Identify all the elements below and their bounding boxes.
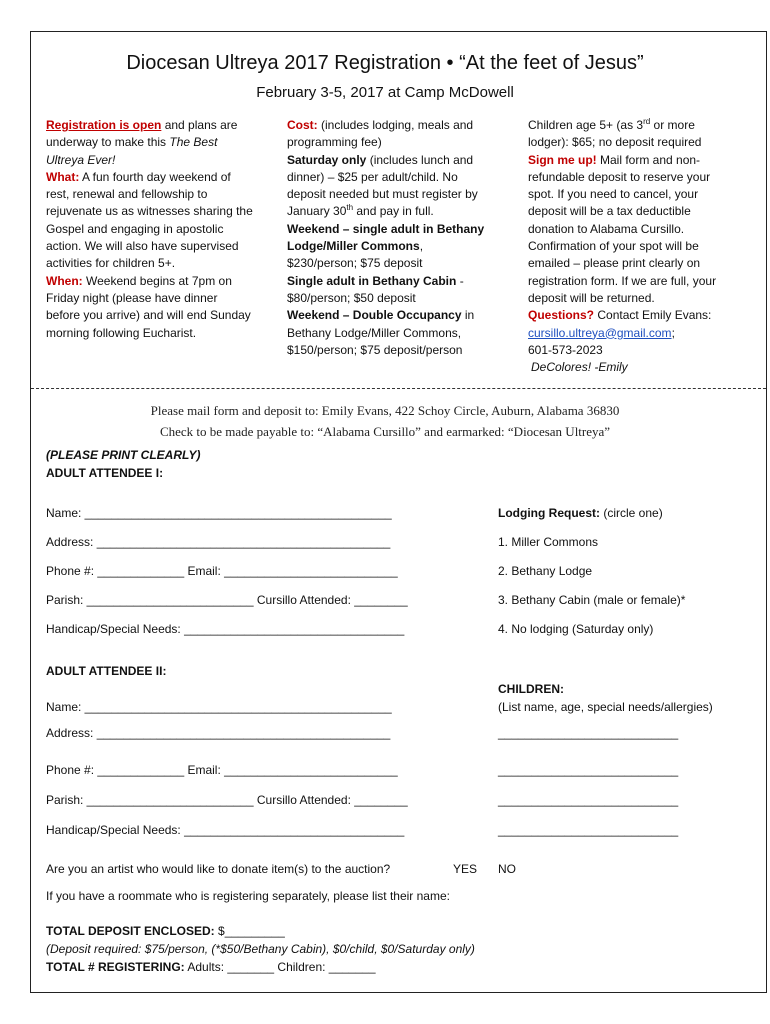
single-cabin-label: Single adult in Bethany Cabin (287, 273, 457, 288)
adult-2-phone-email-field[interactable]: Phone #: _____________ Email: __________________________ (46, 763, 398, 777)
child-entry-2[interactable]: ___________________________ (498, 763, 679, 777)
children-text: Children age 5+ (as 3 (528, 118, 644, 132)
saturday-sup: th (346, 203, 354, 213)
contact-phone: 601-573-2023 (528, 342, 603, 357)
best-ultreya-text: The Best Ultreya Ever! (46, 135, 218, 167)
adult-1-name-field[interactable]: Name: ______________________________________________ (46, 506, 392, 520)
artist-yes-option[interactable]: YES (453, 862, 478, 876)
saturday-only-label: Saturday only (287, 152, 367, 167)
total-registering-field[interactable] (46, 960, 376, 974)
child-entry-3[interactable]: ___________________________ (498, 793, 679, 807)
adult-2-parish-field[interactable]: Parish: _________________________ Cursillo Attended: ________ (46, 793, 408, 807)
adult-1-handicap-field[interactable]: Handicap/Special Needs: _________________________________ (46, 622, 405, 636)
saturday-text: (includes lunch and dinner) – $25 per adult/child. No deposit needed but must register by January 30 (287, 152, 478, 219)
cost-label: Cost: (287, 118, 318, 132)
total-deposit-blank: $_________ (214, 924, 285, 938)
cut-line (31, 388, 766, 389)
registration-text: and plans are underway to make this (46, 118, 238, 150)
adult-1-phone-email-field[interactable]: Phone #: _____________ Email: __________________________ (46, 564, 398, 578)
children-sup: rd (643, 117, 651, 126)
roommate-field[interactable]: If you have a roommate who is registering separately, please list their name: (46, 889, 450, 903)
lodging-request-label: Lodging Request: (498, 506, 600, 520)
double-occupancy-text: in Bethany Lodge/Miller Commons, $150/person; $75 deposit/person (287, 308, 475, 357)
contact-email-link[interactable]: cursillo.ultreya@gmail.com (528, 325, 672, 340)
page-title: Diocesan Ultreya 2017 Registration • “At the feet of Jesus” (126, 52, 644, 74)
lodging-request-heading (498, 506, 663, 520)
when-label: When: (46, 273, 83, 288)
cost-column (287, 117, 487, 359)
when-text: Weekend begins at 7pm on Friday night (please have dinner before you arrive) and will end Sunday morning following Eucharist. (46, 273, 251, 340)
single-lodge-text: , $230/person; $75 deposit (287, 239, 424, 271)
artist-question: Are you an artist who would like to donate item(s) to the auction? (46, 862, 391, 876)
cost-intro: (includes lodging, meals and programming fee) (287, 118, 474, 150)
saturday-text-end: and pay in full. (353, 204, 434, 219)
children-text-end: or more lodger): $65; no deposit required (528, 118, 702, 150)
page-subtitle: February 3-5, 2017 at Camp McDowell (256, 84, 514, 101)
questions-text: Contact Emily Evans: (594, 308, 712, 323)
lodging-request-hint: (circle one) (600, 506, 663, 520)
what-text: A fun fourth day weekend of rest, renewal and fellowship to rejuvenate us as witnesses sharing the Gospel and engaging in apostolic action. We will also have supervised activities for children 5+. (46, 169, 253, 271)
total-deposit-label: TOTAL DEPOSIT ENCLOSED: (46, 924, 215, 938)
adult-2-name-field[interactable]: Name: ______________________________________________ (46, 700, 392, 714)
lodging-option-no-lodging[interactable]: 4. No lodging (Saturday only) (498, 622, 654, 636)
lodging-option-bethany-lodge[interactable]: 2. Bethany Lodge (498, 564, 593, 578)
double-occupancy-label: Weekend – Double Occupancy (287, 308, 462, 323)
print-clearly-note: (PLEASE PRINT CLEARLY) (46, 448, 201, 462)
artist-no-option[interactable]: NO (498, 862, 516, 876)
signoff: DeColores! -Emily (531, 360, 628, 375)
email-separator: ; (671, 325, 675, 340)
adult-1-heading: ADULT ATTENDEE I: (46, 466, 164, 480)
sign-me-up-label: Sign me up! (528, 152, 597, 167)
questions-label: Questions? (528, 308, 595, 323)
deposit-note: (Deposit required: $75/person, (*$50/Bethany Cabin), $0/child, $0/Saturday only) (46, 942, 475, 956)
adult-1-parish-field[interactable]: Parish: _________________________ Cursillo Attended: ________ (46, 593, 408, 607)
registration-open-label: Registration is open (46, 118, 162, 132)
children-heading: CHILDREN: (498, 682, 564, 696)
adult-2-address-field[interactable]: Address: ____________________________________________ (46, 726, 391, 740)
adult-1-address-field[interactable]: Address: ____________________________________________ (46, 535, 391, 549)
child-entry-4[interactable]: ___________________________ (498, 823, 679, 837)
lodging-option-miller-commons[interactable]: 1. Miller Commons (498, 535, 599, 549)
sign-me-up-text: Mail form and non-refundable deposit to reserve your spot. If you need to cancel, your deposit will be a tax deductible donation to Alabama Cursillo. Confirmation of your spot will be emailed – please print clearly on registration form. If we are full, your deposit will be returned. (528, 152, 717, 305)
what-label: What: (46, 169, 80, 184)
adult-2-handicap-field[interactable]: Handicap/Special Needs: _________________________________ (46, 823, 405, 837)
info-column (528, 117, 733, 376)
single-lodge-label: Weekend – single adult in Bethany Lodge/Miller Commons (287, 221, 485, 254)
payable-to: Check to be made payable to: “Alabama Cursillo” and earmarked: “Diocesan Ultreya” (159, 424, 611, 439)
intro-column (46, 117, 254, 342)
children-hint: (List name, age, special needs/allergies) (498, 700, 713, 714)
total-registering-label: TOTAL # REGISTERING: (46, 960, 185, 974)
adult-2-heading: ADULT ATTENDEE II: (46, 664, 167, 678)
total-registering-blanks: Adults: _______ Children: _______ (184, 960, 376, 974)
child-entry-1[interactable]: ___________________________ (498, 726, 679, 740)
total-deposit-field[interactable] (46, 924, 285, 938)
mailing-address: Please mail form and deposit to: Emily Evans, 422 Schoy Circle, Auburn, Alabama 36830 (150, 403, 620, 418)
lodging-option-bethany-cabin[interactable]: 3. Bethany Cabin (male or female)* (498, 593, 686, 607)
single-cabin-text: - $80/person; $50 deposit (287, 273, 464, 305)
